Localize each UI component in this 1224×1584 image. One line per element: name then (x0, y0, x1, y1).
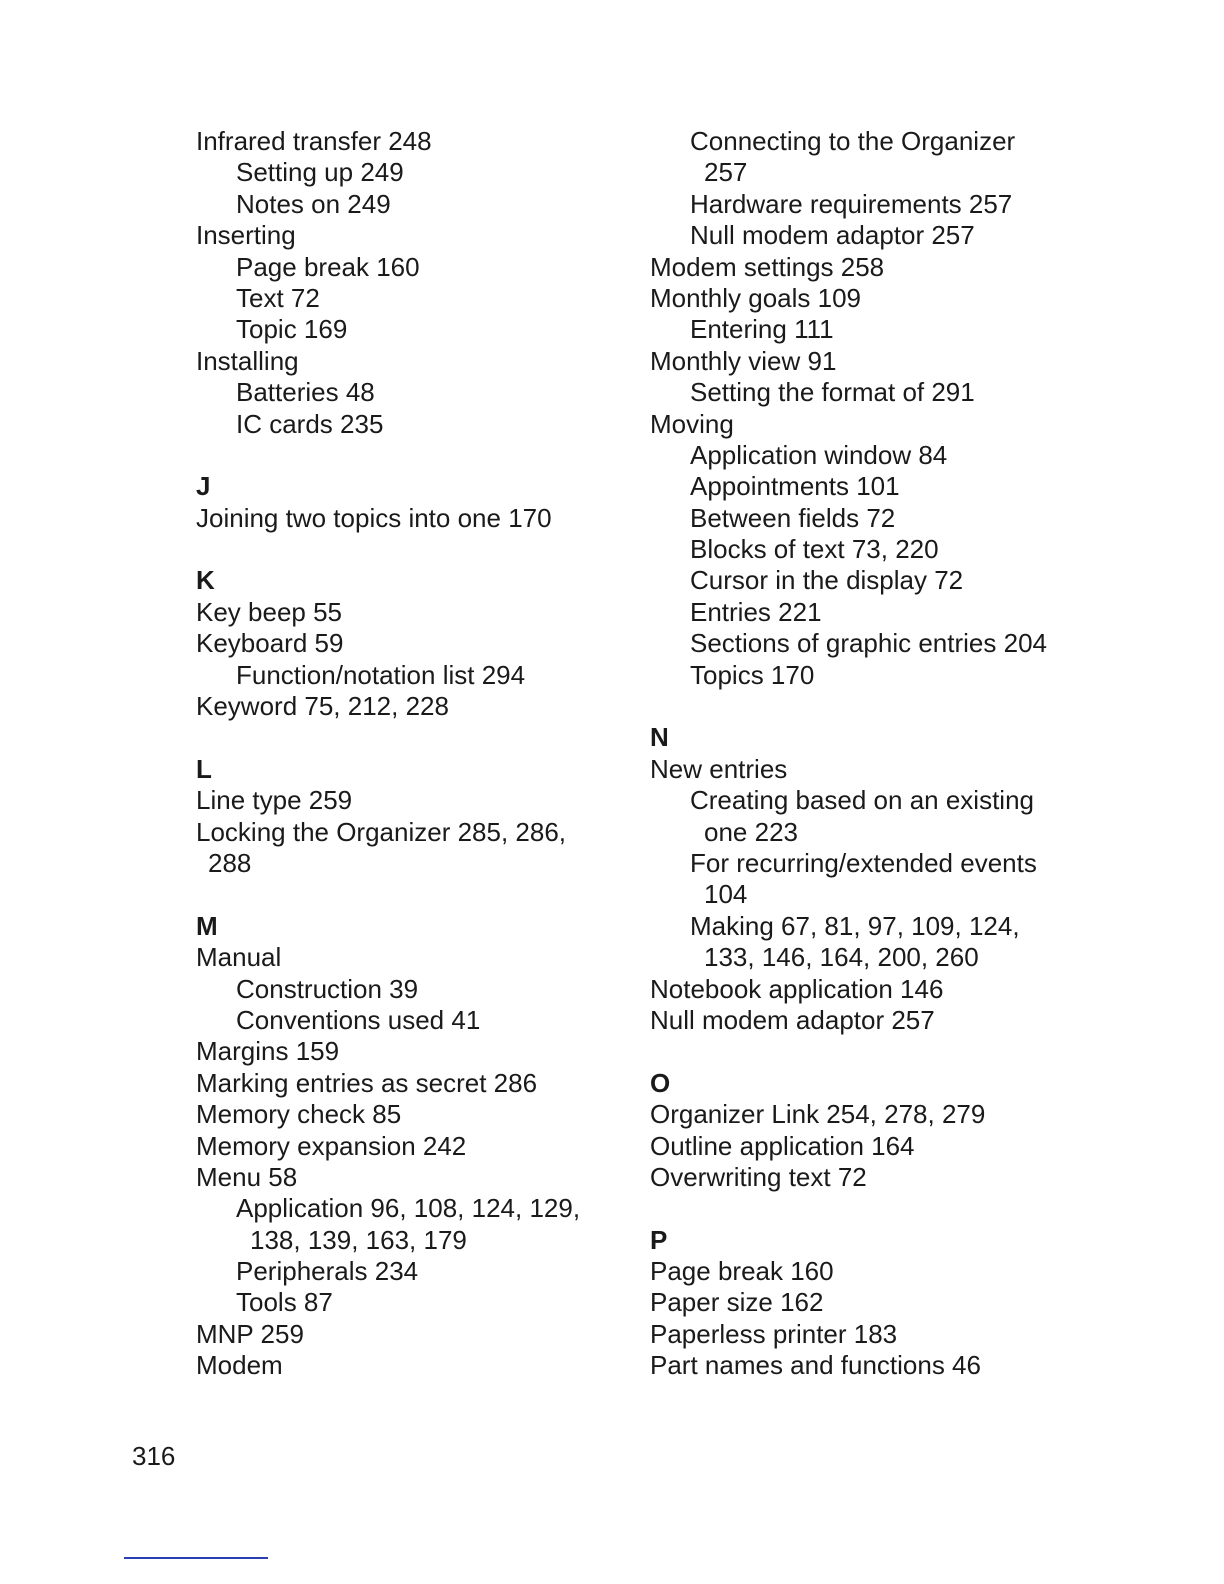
index-subentry: Text 72 (236, 282, 320, 313)
index-subentry: Appointments 101 (690, 471, 900, 502)
section-letter: L (196, 753, 212, 784)
index-entry: Notebook application 146 (650, 973, 944, 1004)
section-gap (650, 691, 1090, 722)
index-subentry: Hardware requirements 257 (690, 188, 1013, 219)
footer-rule (124, 1557, 268, 1559)
section-gap (196, 534, 616, 565)
index-entry: Page break 160 (650, 1256, 834, 1287)
index-entry: Paper size 162 (650, 1287, 824, 1318)
index-subentry: 133, 146, 164, 200, 260 (704, 942, 979, 973)
index-subentry: 104 (704, 879, 748, 910)
index-subentry: Batteries 48 (236, 377, 375, 408)
index-right-column (650, 126, 1090, 1382)
index-entry: Menu 58 (196, 1161, 298, 1192)
section-letter: M (196, 910, 218, 941)
section-gap (650, 1036, 1090, 1067)
section-letter: J (196, 471, 211, 502)
index-entry: Memory expansion 242 (196, 1130, 467, 1161)
index-entry: Memory check 85 (196, 1099, 402, 1130)
index-entry: Key beep 55 (196, 596, 343, 627)
index-subentry: Blocks of text 73, 220 (690, 534, 939, 565)
index-entry: Outline application 164 (650, 1130, 915, 1161)
section-letter: N (650, 722, 669, 753)
index-entry: Modem settings 258 (650, 251, 885, 282)
index-entry: Keyboard 59 (196, 628, 344, 659)
index-subentry: Notes on 249 (236, 188, 391, 219)
index-subentry: Peripherals 234 (236, 1256, 419, 1287)
index-subentry: Application 96, 108, 124, 129, (236, 1193, 581, 1224)
page-number: 316 (132, 1441, 176, 1471)
index-entry: Moving (650, 408, 734, 439)
index-subentry: Page break 160 (236, 251, 420, 282)
index-entry: Installing (196, 345, 299, 376)
index-entry: Part names and functions 46 (650, 1350, 981, 1381)
section-letter: K (196, 565, 215, 596)
index-entry: Paperless printer 183 (650, 1318, 898, 1349)
index-subentry: one 223 (704, 816, 798, 847)
section-gap (650, 1193, 1090, 1224)
index-subentry: Topics 170 (690, 659, 815, 690)
index-entry: Organizer Link 254, 278, 279 (650, 1099, 986, 1130)
index-subentry: Construction 39 (236, 973, 419, 1004)
index-entry: Joining two topics into one 170 (196, 502, 552, 533)
index-entry: Null modem adaptor 257 (650, 1004, 935, 1035)
index-subentry: For recurring/extended events (690, 847, 1037, 878)
index-subentry: Conventions used 41 (236, 1004, 481, 1035)
index-entry: Inserting (196, 220, 296, 251)
index-subentry: Entering 111 (690, 314, 834, 345)
index-subentry: Tools 87 (236, 1287, 333, 1318)
section-letter: O (650, 1067, 671, 1098)
index-entry: Margins 159 (196, 1036, 340, 1067)
index-entry: MNP 259 (196, 1318, 304, 1349)
index-subentry: Connecting to the Organizer (690, 126, 1016, 156)
index-entry: Modem (196, 1350, 283, 1381)
index-left-column (196, 126, 616, 1382)
section-gap (196, 440, 616, 471)
index-entry: Keyword 75, 212, 228 (196, 691, 449, 722)
index-entry: Manual (196, 942, 282, 973)
section-letter: P (650, 1224, 668, 1255)
index-subentry: Null modem adaptor 257 (690, 220, 975, 251)
index-entry: Marking entries as secret 286 (196, 1067, 538, 1098)
index-subentry: 257 (704, 157, 748, 188)
index-subentry: Sections of graphic entries 204 (690, 628, 1047, 659)
index-entry: New entries (650, 753, 788, 784)
index-entry: Overwriting text 72 (650, 1161, 867, 1192)
index-entry: Line type 259 (196, 785, 353, 816)
index-subentry: 138, 139, 163, 179 (250, 1224, 467, 1255)
index-subentry: Making 67, 81, 97, 109, 124, (690, 910, 1020, 941)
section-gap (196, 879, 616, 910)
index-subentry: Entries 221 (690, 596, 822, 627)
index-subentry: Setting up 249 (236, 157, 404, 188)
index-subentry: IC cards 235 (236, 408, 384, 439)
index-subentry: Setting the format of 291 (690, 377, 975, 408)
index-subentry: 288 (208, 847, 252, 878)
index-subentry: Function/notation list 294 (236, 659, 526, 690)
index-entry: Monthly goals 109 (650, 282, 862, 313)
index-subentry: Application window 84 (690, 439, 948, 470)
index-subentry: Topic 169 (236, 314, 348, 345)
index-subentry: Between fields 72 (690, 502, 896, 533)
index-subentry: Cursor in the display 72 (690, 565, 964, 596)
index-entry: Monthly view 91 (650, 345, 837, 376)
index-entry: Locking the Organizer 285, 286, (196, 816, 567, 847)
section-gap (196, 722, 616, 753)
index-subentry: Creating based on an existing (690, 785, 1035, 816)
index-entry: Infrared transfer 248 (196, 126, 432, 156)
